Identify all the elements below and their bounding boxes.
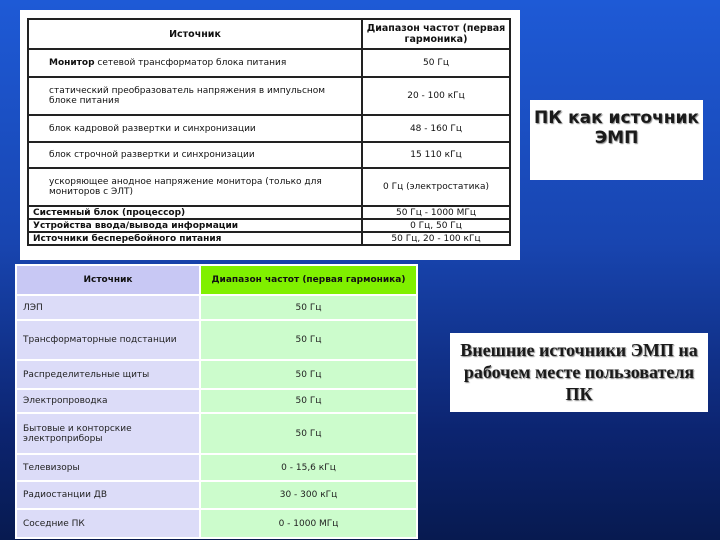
monitor-label: Монитор bbox=[49, 58, 95, 68]
table-header bbox=[28, 19, 510, 49]
pc-sources-table bbox=[27, 18, 511, 246]
table-row bbox=[16, 320, 417, 360]
table-row bbox=[16, 509, 417, 538]
table-row bbox=[28, 115, 510, 142]
source-cell: Системный блок (процессор) bbox=[28, 206, 362, 219]
source-cell: Электропроводка bbox=[16, 389, 200, 413]
header-source: Источник bbox=[28, 19, 362, 49]
source-cell: Монитор сетевой трансформатор блока питания bbox=[28, 49, 362, 77]
range-cell: 50 Гц bbox=[200, 389, 417, 413]
external-emf-sources-caption: Внешние источники ЭМП на рабочем месте пользователя ПК bbox=[450, 333, 708, 412]
source-cell: Трансформаторные подстанции bbox=[16, 320, 200, 360]
external-sources-table bbox=[15, 264, 418, 539]
range-cell: 20 - 100 кГц bbox=[362, 77, 510, 115]
range-cell: 0 - 15,6 кГц bbox=[200, 454, 417, 481]
table-row bbox=[28, 77, 510, 115]
range-cell: 50 Гц bbox=[200, 320, 417, 360]
range-cell: 0 Гц (электростатика) bbox=[362, 168, 510, 206]
source-cell: статический преобразователь напряжения в импульсном блоке питания bbox=[28, 77, 362, 115]
range-cell: 0 Гц, 50 Гц bbox=[362, 219, 510, 232]
table-row bbox=[16, 360, 417, 389]
table-row bbox=[16, 481, 417, 509]
table-header bbox=[16, 265, 417, 295]
source-cell: Радиостанции ДВ bbox=[16, 481, 200, 509]
source-cell: Источники бесперебойного питания bbox=[28, 232, 362, 245]
header-range: Диапазон частот (первая гармоника) bbox=[362, 19, 510, 49]
range-cell: 50 Гц bbox=[200, 360, 417, 389]
pc-sources-table-image bbox=[20, 10, 520, 260]
range-cell: 30 - 300 кГц bbox=[200, 481, 417, 509]
source-cell: ЛЭП bbox=[16, 295, 200, 320]
source-cell: Телевизоры bbox=[16, 454, 200, 481]
table-row bbox=[16, 295, 417, 320]
range-cell: 50 Гц - 1000 МГц bbox=[362, 206, 510, 219]
range-cell: 15 110 кГц bbox=[362, 142, 510, 168]
range-cell: 0 - 1000 МГц bbox=[200, 509, 417, 538]
table-row bbox=[28, 206, 510, 219]
range-cell: 50 Гц bbox=[362, 49, 510, 77]
header-range: Диапазон частот (первая гармоника) bbox=[200, 265, 417, 295]
table-row bbox=[28, 49, 510, 77]
pc-as-emf-source-caption: ПК как источник ЭМП bbox=[530, 100, 703, 180]
table-row bbox=[28, 232, 510, 245]
header-source: Источник bbox=[16, 265, 200, 295]
table-row bbox=[28, 219, 510, 232]
source-cell: Распределительные щиты bbox=[16, 360, 200, 389]
source-cell: блок кадровой развертки и синхронизации bbox=[28, 115, 362, 142]
range-cell: 50 Гц, 20 - 100 кГц bbox=[362, 232, 510, 245]
source-cell: блок строчной развертки и синхронизации bbox=[28, 142, 362, 168]
range-cell: 48 - 160 Гц bbox=[362, 115, 510, 142]
source-cell: ускоряющее анодное напряжение монитора (только для мониторов с ЭЛТ) bbox=[28, 168, 362, 206]
table-row bbox=[28, 168, 510, 206]
source-cell: Бытовые и конторские электроприборы bbox=[16, 413, 200, 454]
range-cell: 50 Гц bbox=[200, 295, 417, 320]
table-row bbox=[16, 454, 417, 481]
source-cell: Соседние ПК bbox=[16, 509, 200, 538]
source-cell: Устройства ввода/вывода информации bbox=[28, 219, 362, 232]
table-row bbox=[28, 142, 510, 168]
table-row bbox=[16, 413, 417, 454]
table-row bbox=[16, 389, 417, 413]
range-cell: 50 Гц bbox=[200, 413, 417, 454]
